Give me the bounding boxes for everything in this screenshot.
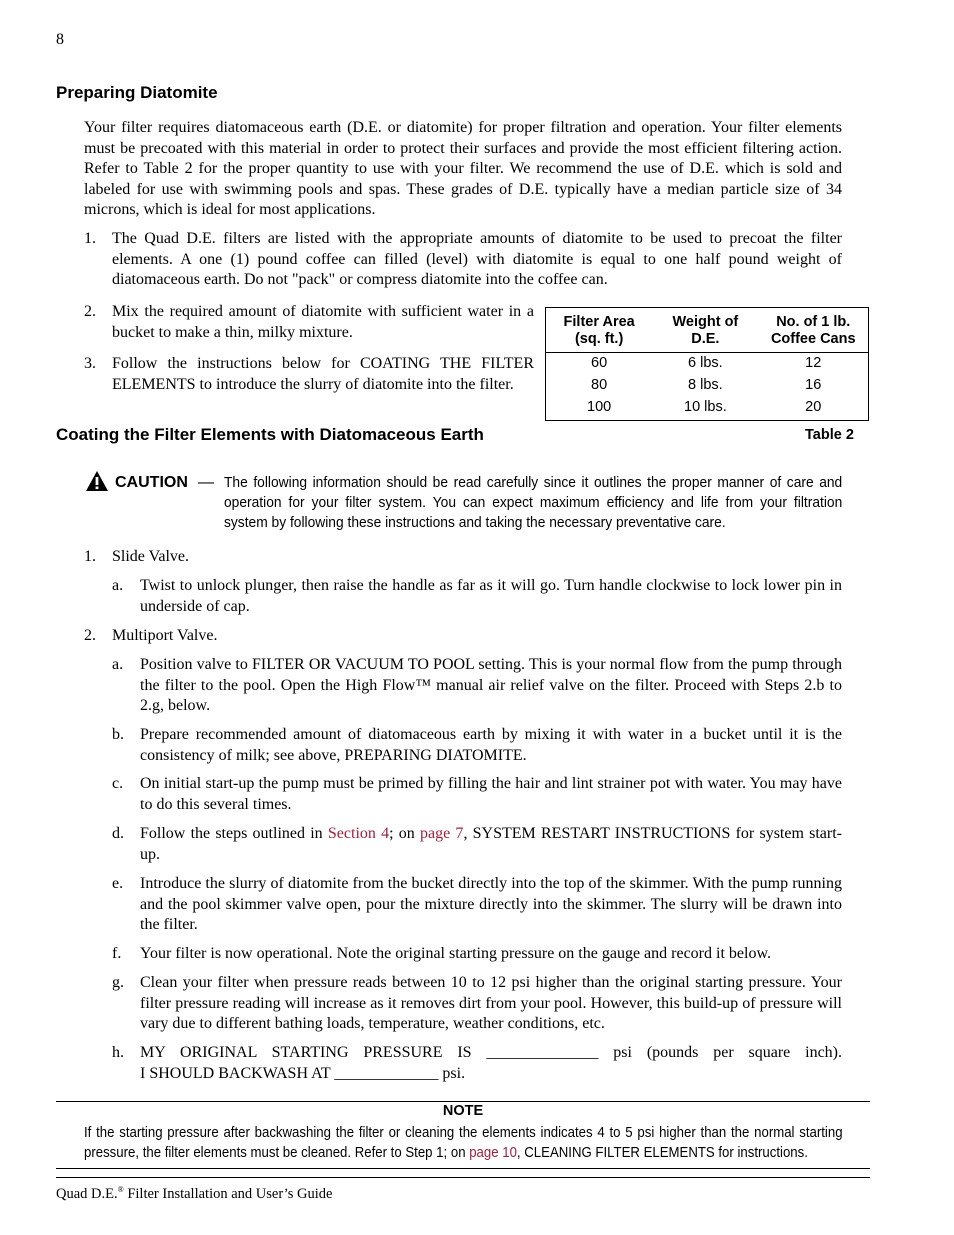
table-header-cell: Weight of D.E. — [652, 308, 758, 352]
pressure-line-1: MY ORIGINAL STARTING PRESSURE IS ______________ psi (pounds per square inch). — [140, 1044, 842, 1061]
note-text-wrap — [84, 1123, 842, 1165]
table-cell: 100 — [587, 399, 612, 415]
list-letter: b. — [112, 726, 124, 743]
note-text: If the starting pressure after backwashing the filter or cleaning the elements indicates 4 to 5 psi higher than the normal starting pressure, the filter elements must be cleaned. Refer to Step 1; on page 10, CLEANING FILTER ELEMENTS for instructions. — [84, 1124, 843, 1162]
note-title: NOTE — [442, 1103, 484, 1119]
table-cell: 20 — [805, 399, 822, 415]
caution-dash: — — [198, 474, 214, 491]
step-number: 3. — [84, 355, 96, 372]
note-top-rule — [56, 1101, 870, 1102]
section-heading-preparing-diatomite: Preparing Diatomite — [56, 83, 218, 102]
list-number: 1. — [84, 548, 96, 565]
list-item-2 — [84, 626, 842, 647]
table-cell: 80 — [591, 377, 608, 393]
step-1 — [84, 229, 842, 291]
warning-triangle-icon — [85, 470, 109, 497]
list-item-1 — [84, 547, 842, 568]
list-text: Follow the steps outlined in Section 4; on page 7, SYSTEM RESTART INSTRUCTIONS for system start-up. — [140, 825, 843, 863]
table-row — [546, 352, 868, 374]
list-text: Prepare recommended amount of diatomaceous earth by mixing it with water in a bucket until it is the consistency of milk; see above, PREPARING DIATOMITE. — [140, 726, 842, 764]
list-item-2d — [112, 824, 842, 865]
list-item-2a — [112, 655, 842, 717]
list-text: Your filter is now operational. Note the original starting pressure on the gauge and record it below. — [140, 945, 771, 962]
table-cell: 12 — [805, 355, 822, 372]
list-letter: a. — [112, 577, 124, 594]
section-4-link[interactable]: Section 4 — [327, 825, 390, 842]
list-letter: f. — [112, 945, 122, 962]
list-item-2g — [112, 973, 842, 1035]
step-text: Follow the instructions below for COATING THE FILTER ELEMENTS to introduce the slurry of diatomite into the filter. — [112, 355, 534, 393]
list-item-2f — [112, 944, 842, 965]
list-item-2e — [112, 874, 842, 936]
list-letter: c. — [112, 775, 124, 792]
page-7-link[interactable]: page 7 — [420, 825, 464, 842]
diatomite-table — [545, 307, 869, 421]
table-header-row — [546, 308, 868, 352]
list-letter: e. — [112, 875, 124, 892]
list-text: Clean your filter when pressure reads between 10 to 12 psi higher than the original starting pressure. Your filter pressure reading will increase as it removes dirt from your pool. However, this build-up of pressure will vary due to different bathing loads, temperature, weather conditions, etc. — [140, 974, 842, 1033]
table-cell: 8 lbs. — [688, 377, 723, 393]
list-item-1a — [112, 576, 842, 617]
list-letter: d. — [112, 825, 124, 842]
footer-rule — [56, 1177, 870, 1178]
list-letter: h. — [112, 1044, 124, 1061]
step-number: 2. — [84, 303, 96, 320]
table-cell: 10 lbs. — [684, 399, 727, 415]
list-text: Twist to unlock plunger, then raise the handle as far as it will go. Turn handle clockwise to lock lower pin in underside of cap. — [140, 577, 842, 615]
table-cell: 16 — [805, 377, 822, 393]
diatomite-table-grid — [546, 308, 868, 418]
caution-text: The following information should be read carefully since it outlines the proper manner of care and operation for your filter system. You can expect maximum efficiency and life from your filtration system by following these instructions and taking the necessary preventative care. — [224, 474, 843, 532]
list-item-2b — [112, 725, 842, 766]
list-text: Position valve to FILTER OR VACUUM TO POOL setting. This is your normal flow from the pump through the filter to the pool. Open the High Flow™ manual air relief valve on the filter. Proceed with Steps 2.b to 2.g, below. — [140, 656, 842, 715]
list-letter: g. — [112, 974, 124, 991]
intro-paragraph: Your filter requires diatomaceous earth (D.E. or diatomite) for proper filtration and operation. Your filter elements must be precoated with this material in order to protect their surfaces and provide the most efficient filtering action. Refer to Table 2 for the proper quantity to use with your filter. We recommend the use of D.E. which is sold and labeled for use with swimming pools and spas. These grades of D.E. typically have a median particle size of 34 microns, which is ideal for most applications. — [84, 119, 842, 219]
table-caption: Table 2 — [805, 427, 854, 443]
list-text: On initial start-up the pump must be primed by filling the hair and lint strainer pot with water. You may have to do this several times. — [140, 775, 842, 813]
page-number: 8 — [56, 31, 64, 48]
table-header-cell: No. of 1 lb. Coffee Cans — [759, 308, 869, 352]
list-item-2h — [112, 1043, 842, 1084]
list-text: Introduce the slurry of diatomite from the bucket directly into the top of the skimmer. With the pump running and the pool skimmer valve open, pour the mixture directly into the skimmer. The slurry will be drawn into the filter. — [140, 875, 842, 934]
list-item-2c — [112, 774, 842, 815]
step-number: 1. — [84, 230, 96, 247]
pressure-line-2: I SHOULD BACKWASH AT _____________ psi. — [140, 1064, 466, 1082]
table-row — [546, 374, 868, 396]
table-cell: 6 lbs. — [688, 355, 723, 372]
table-row — [546, 396, 868, 418]
table-header-cell: Filter Area (sq. ft.) — [546, 308, 652, 352]
caution-label: CAUTION — [115, 474, 188, 491]
list-letter: a. — [112, 656, 124, 673]
page-10-link[interactable]: page 10 — [469, 1144, 517, 1162]
step-3 — [84, 354, 534, 395]
section-heading-coating: Coating the Filter Elements with Diatomaceous Earth — [56, 425, 484, 444]
list-text: Slide Valve. — [112, 548, 190, 565]
table-cell: 60 — [591, 355, 608, 372]
caution-text-wrap — [224, 473, 842, 537]
step-text: Mix the required amount of diatomite with sufficient water in a bucket to make a thin, milky mixture. — [112, 303, 534, 341]
note-bottom-rule — [56, 1168, 870, 1169]
step-text: The Quad D.E. filters are listed with the appropriate amounts of diatomite to be used to precoat the filter elements. A one (1) pound coffee can filled (level) with diatomite is equal to one half pound weight of diatomaceous earth. Do not "pack" or compress diatomite into the coffee can. — [112, 230, 842, 289]
list-number: 2. — [84, 627, 96, 644]
list-text: Multiport Valve. — [112, 627, 218, 644]
footer-title: Quad D.E.® Filter Installation and User’s Guide — [56, 1185, 333, 1202]
step-2 — [84, 302, 534, 343]
